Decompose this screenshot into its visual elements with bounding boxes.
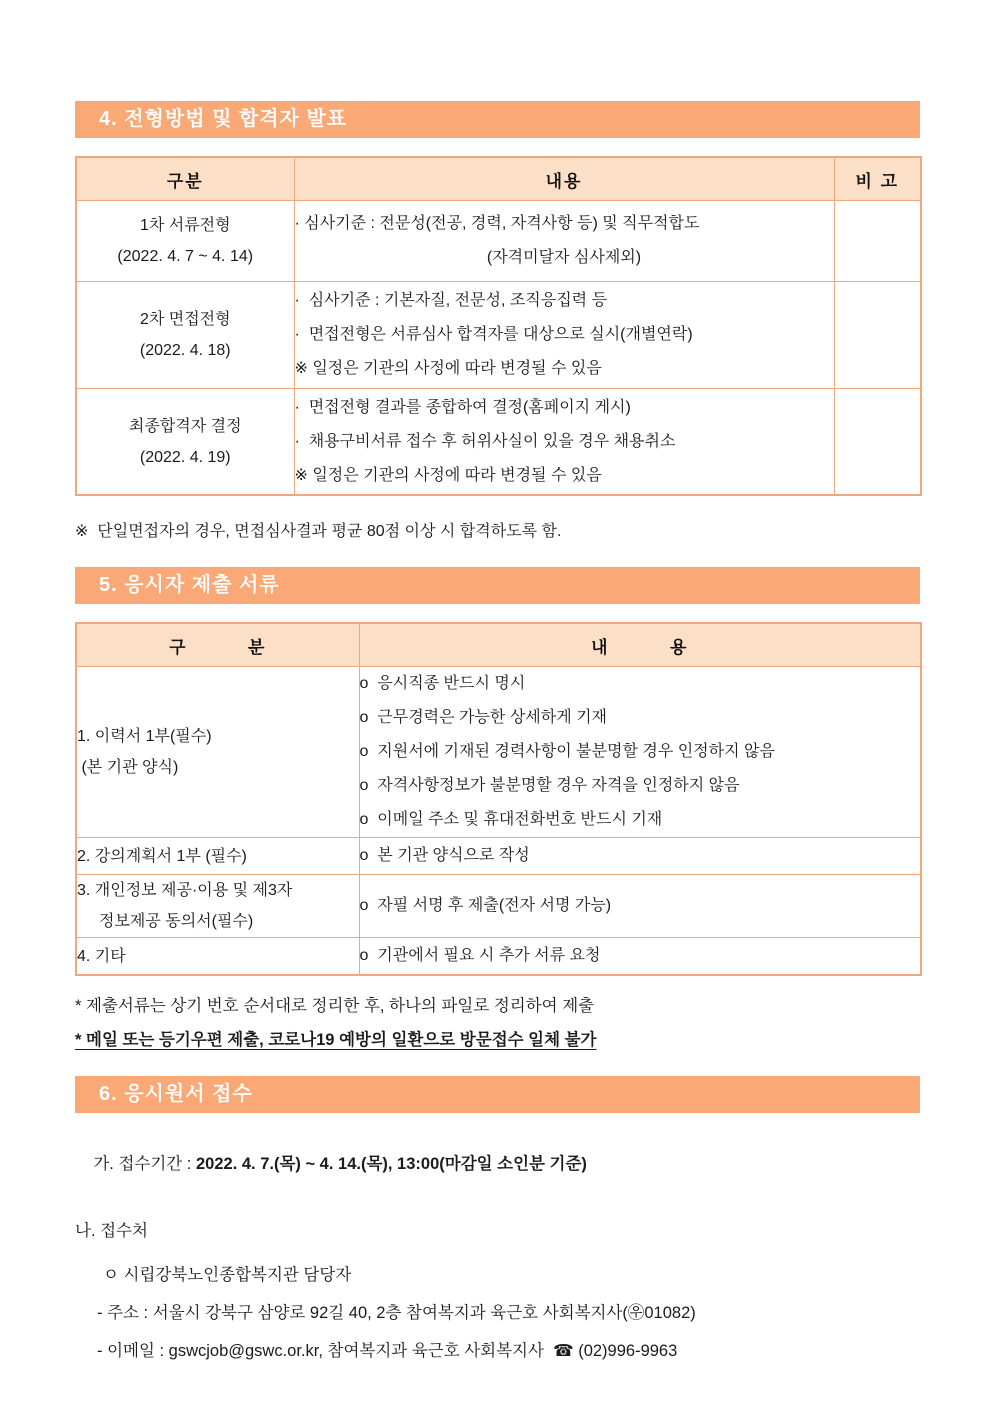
section5-title: 5. 응시자 제출 서류 [99, 574, 280, 596]
section4-footnote: ※ 단일면접자의 경우, 면접심사결과 평균 80점 이상 시 합격하도록 함. [75, 523, 562, 540]
table-row [76, 667, 921, 838]
doc2-content: o 본 기관 양식으로 작성 [359, 838, 921, 875]
table-header-row [76, 157, 921, 201]
section4-title: 4. 전형방법 및 합격자 발표 [99, 108, 348, 130]
row3-remark [834, 389, 921, 496]
row2-remark [834, 282, 921, 389]
reception-period-value: 2022. 4. 7.(목) ~ 4. 14.(목), 13:00(마감일 소인분 기준) [195, 1155, 587, 1173]
row1-category: 1차 서류전형 (2022. 4. 7 ~ 4. 14) [76, 201, 294, 282]
doc3-category: 3. 개인정보 제공·이용 및 제3자 정보제공 동의서(필수) [76, 875, 359, 938]
col-header-bigo: 비 고 [834, 157, 921, 201]
col-header-naeyong: 내용 [294, 157, 834, 201]
reception-manager-line: ㅇ 시립강북노인종합복지관 담당자 [103, 1266, 352, 1284]
row2-content: · 심사기준 : 기본자질, 전문성, 조직응집력 등 · 면접전형은 서류심사 합격자를 대상으로 실시(개별연락) ※ 일정은 기관의 사정에 따라 변경될 수 있음 [294, 282, 834, 389]
section6-title: 6. 응시원서 접수 [99, 1083, 253, 1105]
row2-category: 2차 면접전형 (2022. 4. 18) [76, 282, 294, 389]
email-line: - 이메일 : gswcjob@gswc.or.kr, 참여복지과 육근호 사회복지사 ☎ (02)996-9963 [97, 1342, 678, 1360]
table-row [76, 282, 921, 389]
reception-period-label: 가. 접수기간 : [93, 1155, 196, 1173]
reception-period-line [75, 1131, 920, 1193]
doc1-category: 1. 이력서 1부(필수) (본 기관 양식) [76, 667, 359, 838]
table-row [76, 938, 921, 976]
table-header-row [76, 623, 921, 667]
submission-note-2: * 메일 또는 등기우편 제출, 코로나19 예방의 일환으로 방문접수 일체 불가 [75, 1031, 597, 1049]
col-header-naeyong: 내 용 [359, 623, 921, 667]
document-page [75, 0, 920, 1361]
col-header-gubun: 구 분 [76, 623, 359, 667]
col-header-gubun: 구분 [76, 157, 294, 201]
submission-note-1: * 제출서류는 상기 번호 순서대로 정리한 후, 하나의 파일로 정리하여 제출 [75, 997, 595, 1015]
doc2-category: 2. 강의계획서 1부 (필수) [76, 838, 359, 875]
section4-title-band [75, 101, 920, 138]
table-row [76, 875, 921, 938]
doc4-category: 4. 기타 [76, 938, 359, 976]
doc1-content: o 응시직종 반드시 명시 o 근무경력은 가능한 상세하게 기재 o 지원서에 기재된 경력사항이 불분명할 경우 인정하지 않음 o 자격사항정보가 불분명할 경우 자격을 인정하지 않음 o 이메일 주소 및 휴대전화번호 반드시 기재 [359, 667, 921, 838]
row1-content: · 심사기준 : 전문성(전공, 경력, 자격사항 등) 및 직무적합도 (자격미달자 심사제외) [294, 201, 834, 282]
row3-category: 최종합격자 결정 (2022. 4. 19) [76, 389, 294, 496]
submission-documents-table [75, 622, 922, 976]
row3-content: · 면접전형 결과를 종합하여 결정(홈페이지 게시) · 채용구비서류 접수 후 허위사실이 있을 경우 채용취소 ※ 일정은 기관의 사정에 따라 변경될 수 있음 [294, 389, 834, 496]
table-row [76, 389, 921, 496]
doc4-content: o 기관에서 필요 시 추가 서류 요청 [359, 938, 921, 976]
address-line: - 주소 : 서울시 강북구 삼양로 92길 40, 2층 참여복지과 육근호 사회복지사(㉾01082) [97, 1304, 696, 1322]
selection-method-table [75, 156, 922, 496]
doc3-content: o 자필 서명 후 제출(전자 서명 가능) [359, 875, 921, 938]
row1-remark [834, 201, 921, 282]
table-row [76, 838, 921, 875]
table-row [76, 201, 921, 282]
section5-title-band [75, 567, 920, 604]
section6-title-band [75, 1076, 920, 1113]
reception-place-label: 나. 접수처 [75, 1222, 148, 1240]
